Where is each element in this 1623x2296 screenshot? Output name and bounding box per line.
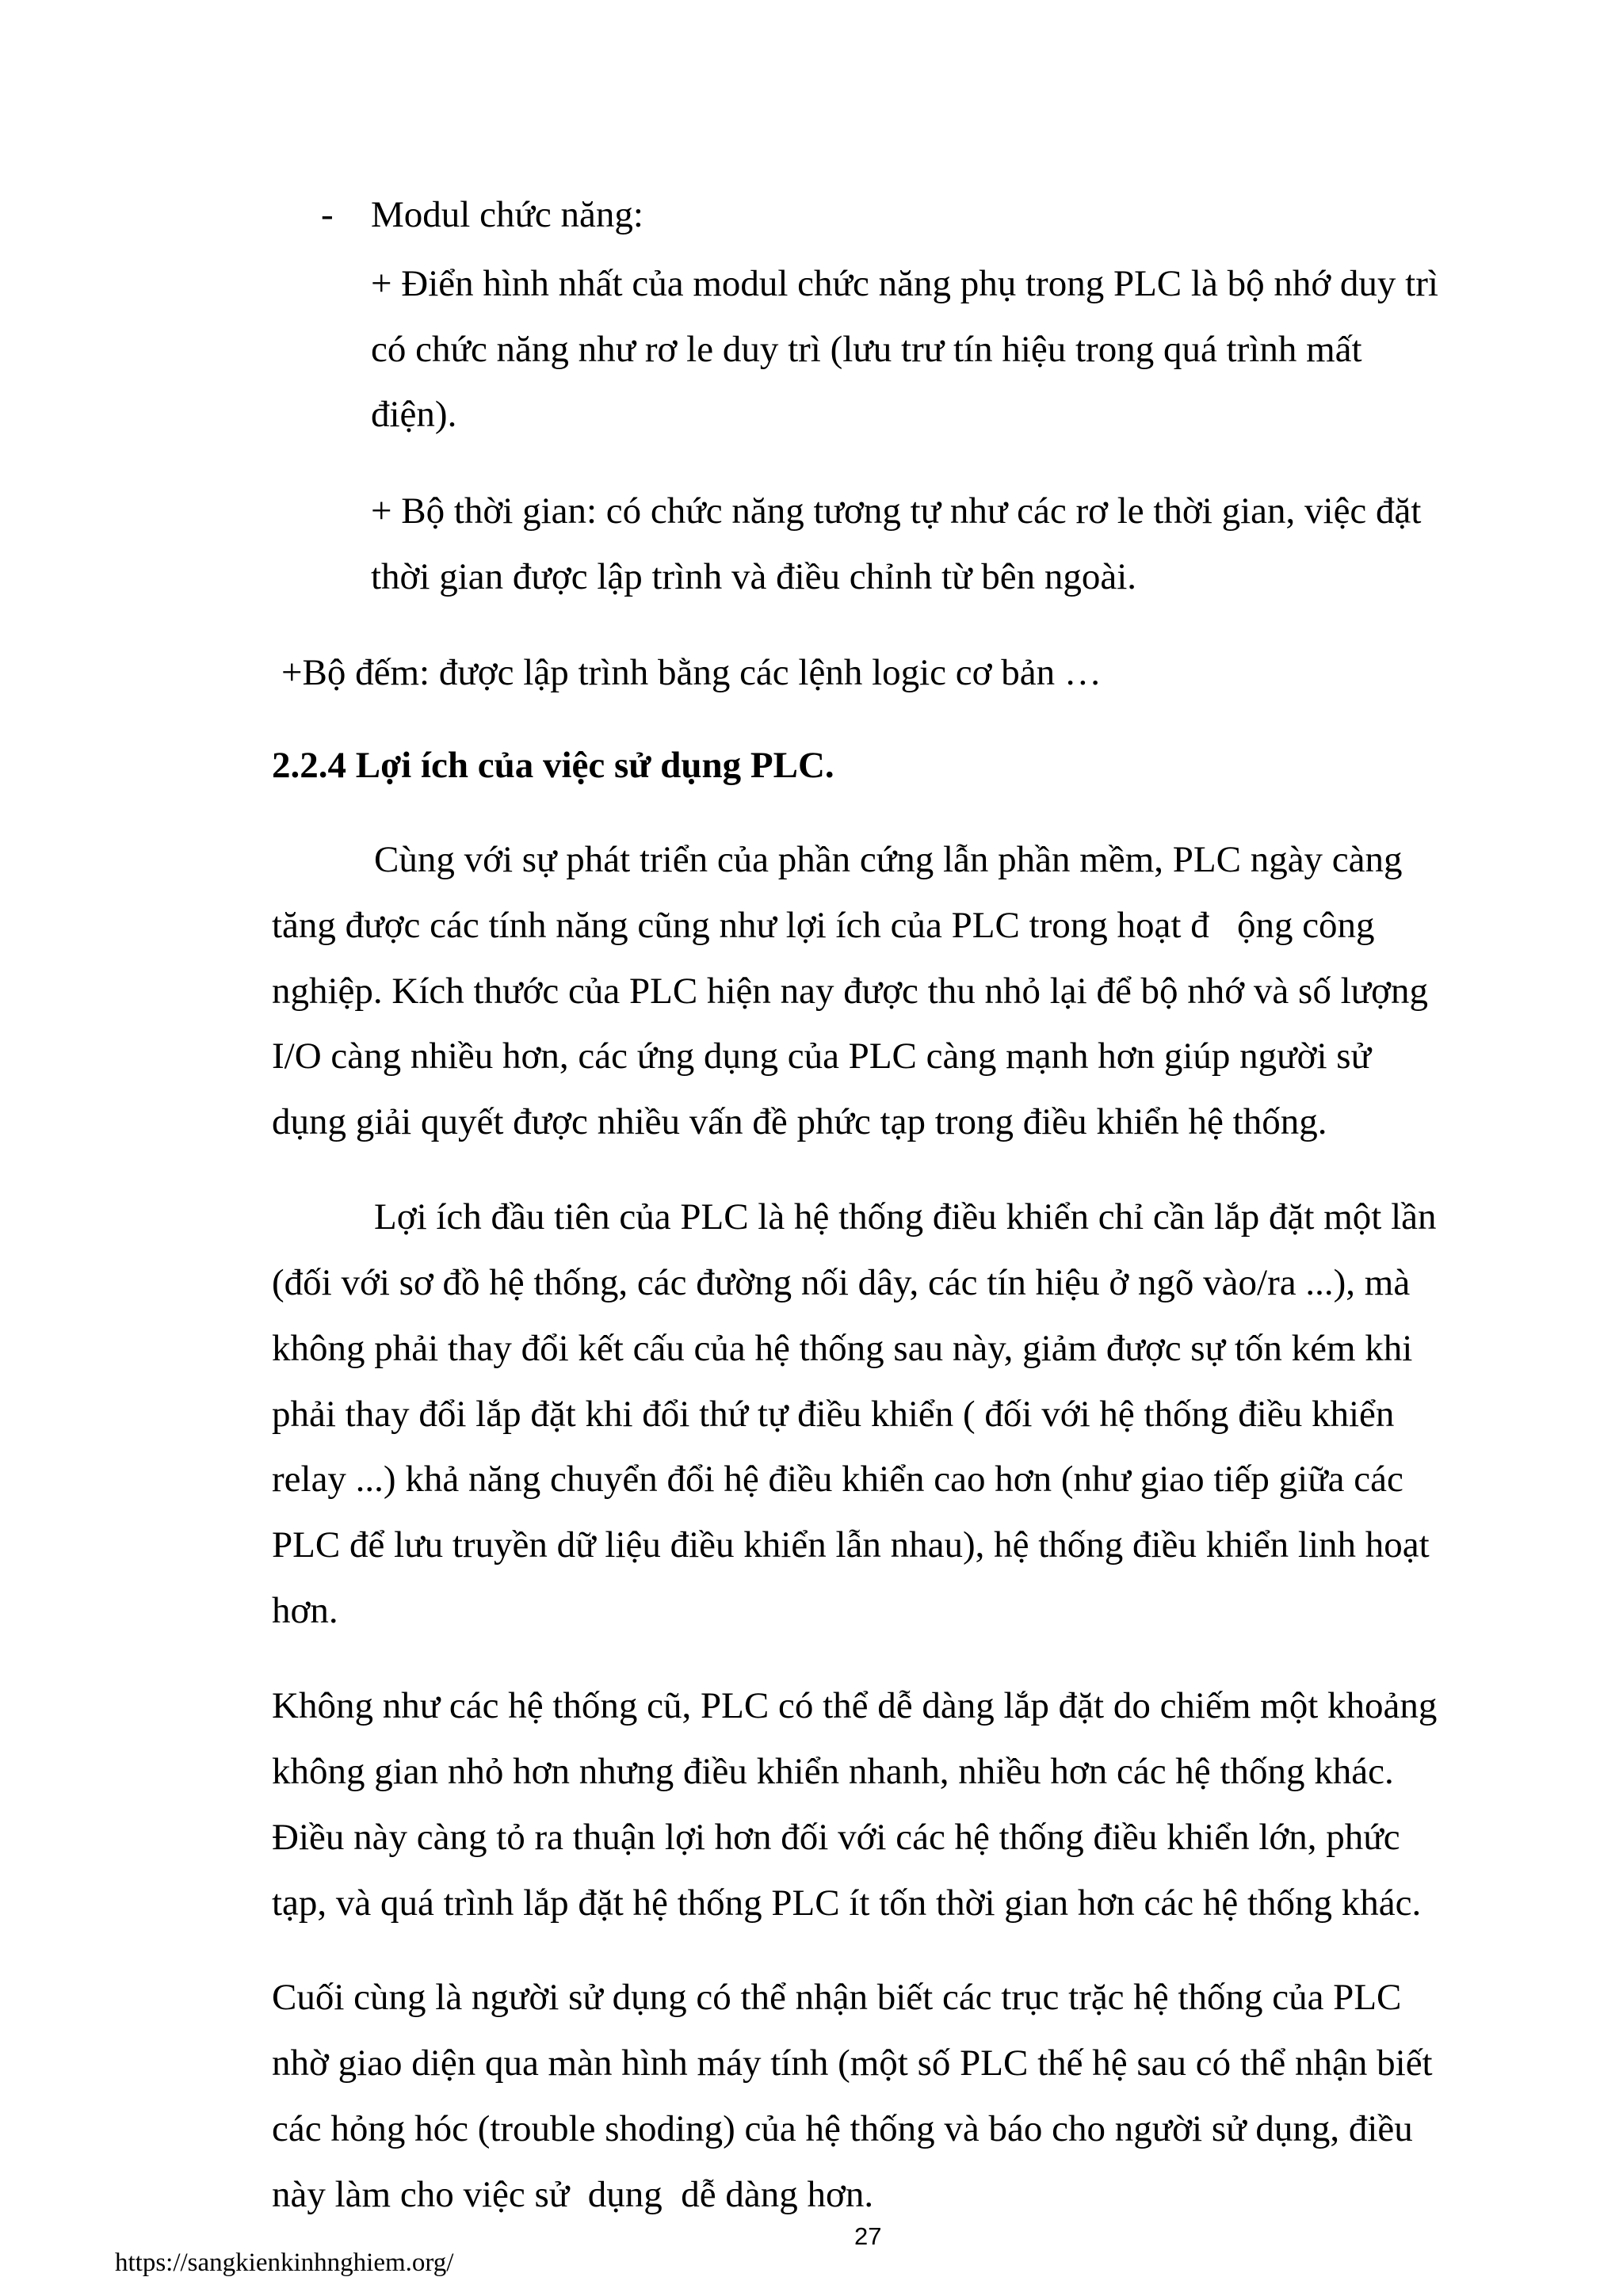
paragraph2-line: phải thay đổi lắp đặt khi đổi thứ tự điều khiển ( đối với hệ thống điều khiển	[272, 1394, 1395, 1435]
paragraph4-line: Cuối cùng là người sử dụng có thể nhận biết các trục trặc hệ thống của PLC	[272, 1977, 1402, 2018]
paragraph1-line: nghiệp. Kích thước của PLC hiện nay được thu nhỏ lại để bộ nhớ và số lượng	[272, 971, 1428, 1012]
paragraph3-line: không gian nhỏ hơn nhưng điều khiển nhanh, nhiều hơn các hệ thống khác.	[272, 1751, 1394, 1792]
paragraph3-line: Điều này càng tỏ ra thuận lợi hơn đối với các hệ thống điều khiển lớn, phức	[272, 1817, 1400, 1858]
modul-item3: +Bộ đếm: được lập trình bằng các lệnh logic cơ bản …	[281, 652, 1102, 693]
modul-item2-line: + Bộ thời gian: có chức năng tương tự như các rơ le thời gian, việc đặt	[371, 490, 1422, 532]
paragraph1-line: Cùng với sự phát triển của phần cứng lẫn phần mềm, PLC ngày càng	[374, 839, 1403, 880]
paragraph2-line: (đối với sơ đồ hệ thống, các đường nối dây, các tín hiệu ở ngõ vào/ra ...), mà	[272, 1262, 1411, 1303]
modul-item1-line: điện).	[371, 394, 457, 435]
page-number: 27	[854, 2222, 882, 2250]
paragraph2-line: relay ...) khả năng chuyển đổi hệ điều khiển cao hơn (như giao tiếp giữa các	[272, 1459, 1403, 1500]
paragraph4-line: các hỏng hóc (trouble shoding) của hệ thống và báo cho người sử dụng, điều	[272, 2108, 1413, 2149]
paragraph4-line: này làm cho việc sử dụng dễ dàng hơn.	[272, 2174, 874, 2215]
paragraph2-line: không phải thay đổi kết cấu của hệ thống sau này, giảm được sự tốn kém khi	[272, 1328, 1413, 1369]
paragraph1-line: I/O càng nhiều hơn, các ứng dụng của PLC càng mạnh hơn giúp người sử	[272, 1035, 1372, 1077]
modul-heading: Modul chức năng:	[371, 194, 643, 235]
paragraph4-line: nhờ giao diện qua màn hình máy tính (một số PLC thế hệ sau có thể nhận biết	[272, 2042, 1433, 2084]
paragraph2-line: PLC để lưu truyền dữ liệu điều khiển lẫn nhau), hệ thống điều khiển linh hoạt	[272, 1524, 1430, 1566]
modul-item1-line: có chức năng như rơ le duy trì (lưu trư tín hiệu trong quá trình mất	[371, 329, 1362, 370]
paragraph2-line: hơn.	[272, 1590, 338, 1631]
paragraph2-line: Lợi ích đầu tiên của PLC là hệ thống điều khiển chỉ cần lắp đặt một lần	[374, 1196, 1437, 1238]
footer-url[interactable]: https://sangkienkinhnghiem.org/	[115, 2248, 454, 2277]
modul-item1-line: + Điển hình nhất của modul chức năng phụ trong PLC là bộ nhớ duy trì	[371, 263, 1438, 304]
paragraph3-line: Không như các hệ thống cũ, PLC có thể dễ dàng lắp đặt do chiếm một khoảng	[272, 1685, 1438, 1726]
modul-item2-line: thời gian được lập trình và điều chỉnh từ bên ngoài.	[371, 556, 1137, 597]
list-dash: -	[321, 194, 334, 235]
section-heading: 2.2.4 Lợi ích của việc sử dụng PLC.	[272, 745, 834, 786]
paragraph1-line: dụng giải quyết được nhiều vấn đề phức tạp trong điều khiển hệ thống.	[272, 1101, 1327, 1142]
paragraph3-line: tạp, và quá trình lắp đặt hệ thống PLC ít tốn thời gian hơn các hệ thống khác.	[272, 1882, 1422, 1924]
paragraph1-line: tăng được các tính năng cũng như lợi ích của PLC trong hoạt đ ộng công	[272, 905, 1375, 946]
